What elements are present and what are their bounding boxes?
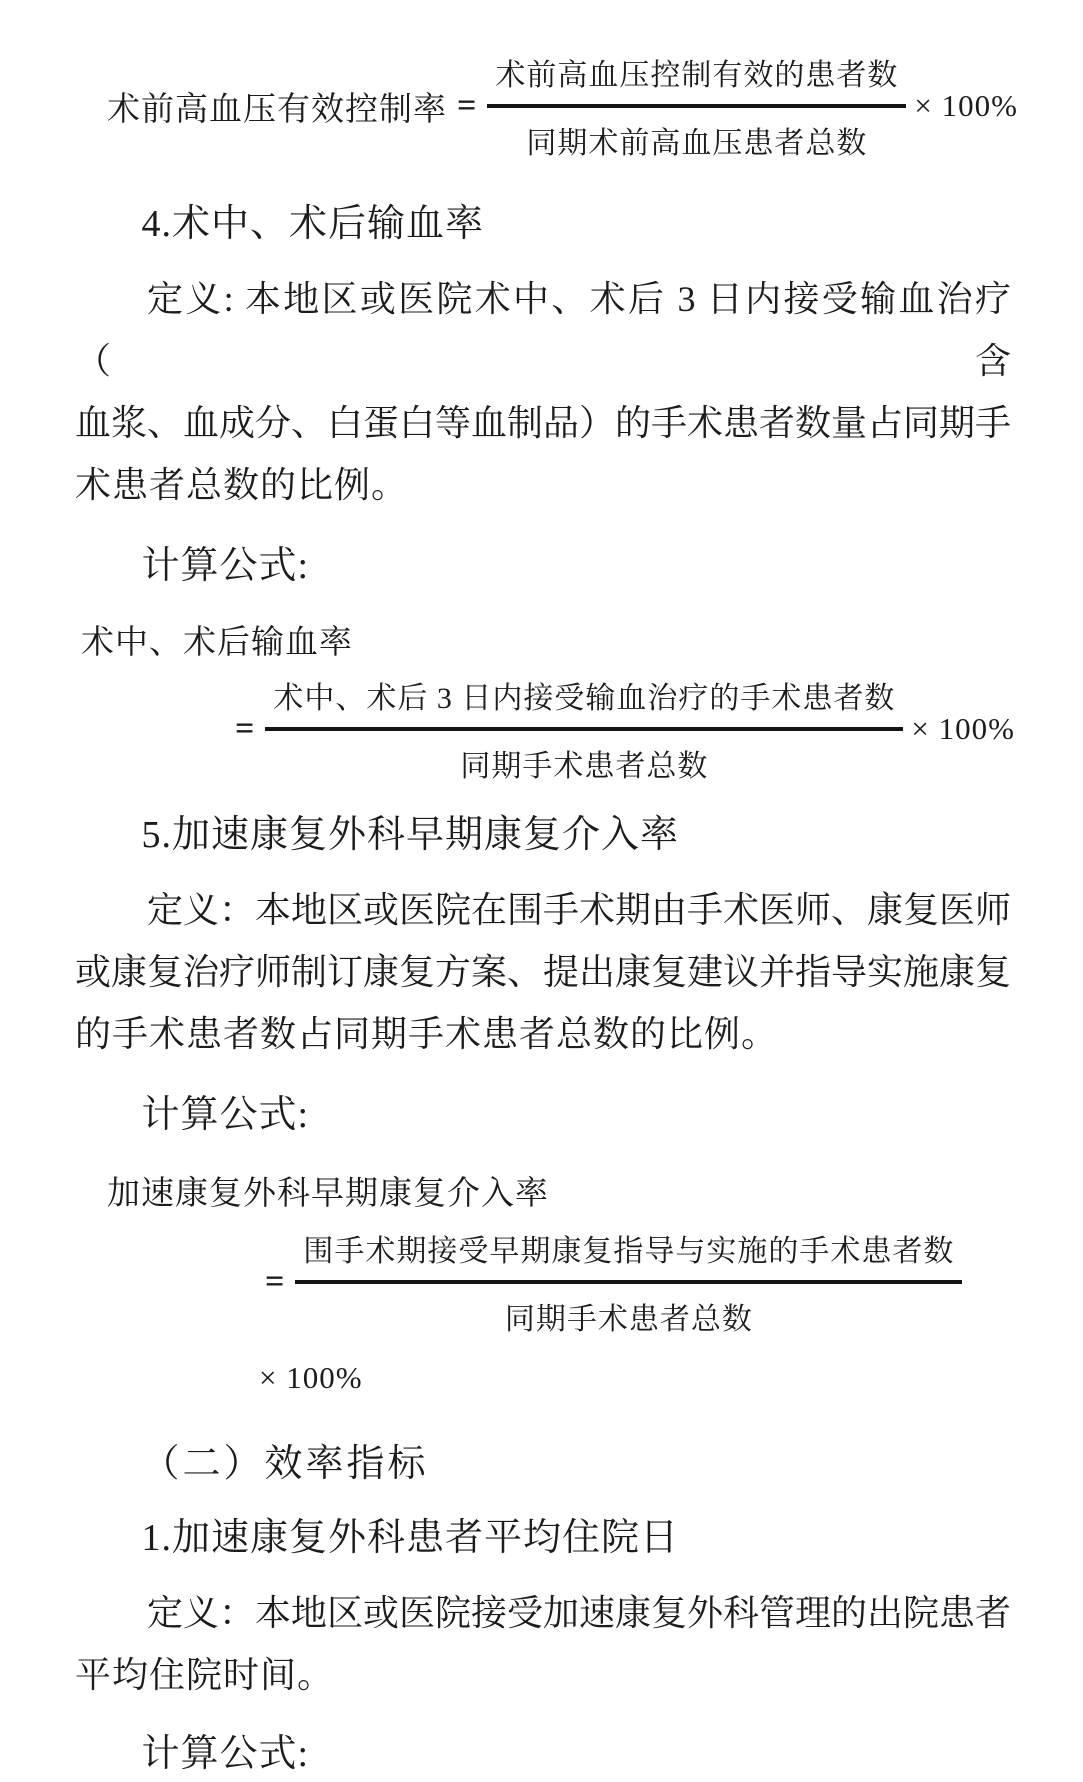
formula-eras-label: 加速康复外科早期康复介入率 bbox=[107, 1176, 549, 1212]
definition-line: 或康复治疗师制订康复方案、提出康复建议并指导实施康复 bbox=[75, 952, 1012, 992]
definition-line: 术患者总数的比例。 bbox=[75, 465, 409, 505]
fraction-numerator: 术中、术后 3 日内接受输血治疗的手术患者数 bbox=[273, 682, 896, 715]
definition-line: 定义：本地区或医院在围手术期由手术医师、康复医师 bbox=[147, 890, 1012, 930]
fraction-numerator: 围手术期接受早期康复指导与实施的手术患者数 bbox=[303, 1235, 955, 1268]
formula-preop-hypertension-control-rate bbox=[107, 50, 1018, 162]
formula-transfusion-rate bbox=[225, 673, 1015, 785]
times-100-percent: × 100% bbox=[259, 1360, 363, 1395]
equals-sign: = bbox=[265, 1263, 286, 1300]
section2-heading: （二）效率指标 bbox=[141, 1443, 429, 1485]
fraction bbox=[265, 673, 903, 785]
item5-definition bbox=[75, 879, 1011, 1065]
equals-sign: = bbox=[457, 87, 478, 124]
definition-line: 定义: 本地区或医院术中、术后 3 日内接受输血治疗（含 bbox=[75, 279, 1011, 381]
definition-line: 血浆、血成分、白蛋白等血制品）的手术患者数量占同期手 bbox=[75, 403, 1012, 443]
definition-line: 的手术患者数占同期手术患者总数的比例。 bbox=[75, 1014, 779, 1054]
item4-formula-intro: 计算公式: bbox=[141, 545, 310, 587]
fraction-denominator: 同期手术患者总数 bbox=[265, 727, 903, 785]
times-100-percent: × 100% bbox=[911, 711, 1015, 746]
times-100-percent: × 100% bbox=[914, 88, 1018, 123]
definition-line: 平均住院时间。 bbox=[75, 1655, 335, 1695]
section2-item1-definition bbox=[75, 1582, 1011, 1706]
item4-definition bbox=[75, 268, 1011, 516]
definition-line: 定义：本地区或医院接受加速康复外科管理的出院患者 bbox=[147, 1593, 1012, 1633]
fraction bbox=[295, 1226, 962, 1338]
item5-heading: 5.加速康复外科早期康复介入率 bbox=[141, 814, 680, 856]
fraction bbox=[487, 50, 906, 162]
item4-heading: 4.术中、术后输血率 bbox=[141, 203, 485, 245]
fraction-denominator: 同期手术患者总数 bbox=[295, 1280, 962, 1338]
item5-formula-intro: 计算公式: bbox=[141, 1094, 310, 1136]
fraction-numerator: 术前高血压控制有效的患者数 bbox=[495, 59, 899, 92]
formula-transfusion-label: 术中、术后输血率 bbox=[81, 625, 353, 661]
section2-formula-intro: 计算公式: bbox=[141, 1733, 310, 1775]
section2-item1-heading: 1.加速康复外科患者平均住院日 bbox=[141, 1517, 680, 1559]
fraction-denominator: 同期术前高血压患者总数 bbox=[487, 104, 906, 162]
formula-lhs: 术前高血压有效控制率 bbox=[107, 91, 447, 128]
equals-sign: = bbox=[235, 710, 256, 747]
formula-eras-rehab-rate bbox=[255, 1226, 1011, 1338]
